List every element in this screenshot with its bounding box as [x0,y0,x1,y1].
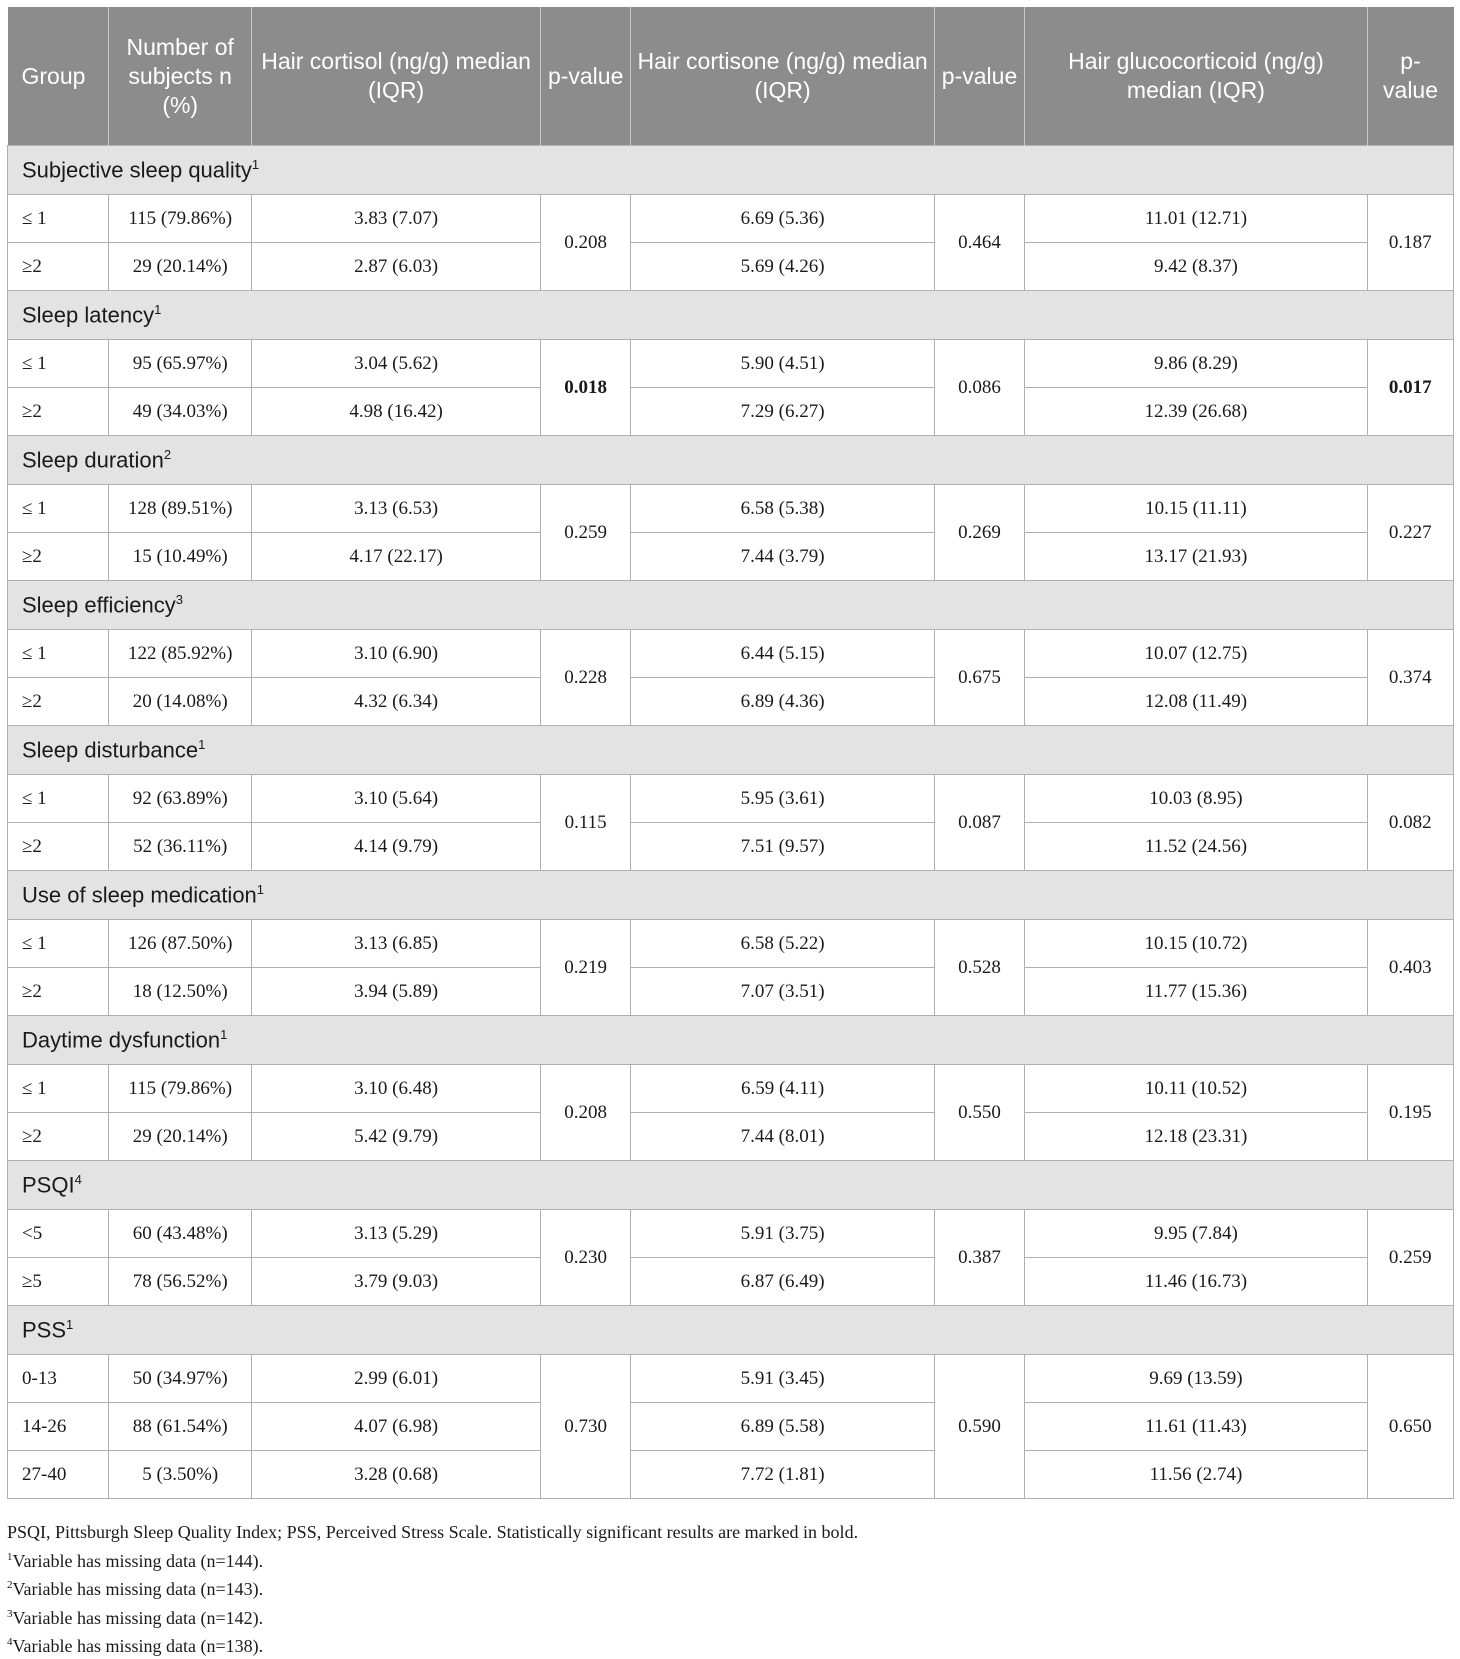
glucocorticoid-cell: 12.08 (11.49) [1025,678,1367,726]
footnote-text: Variable has missing data (n=142). [12,1607,264,1628]
section-header-row [8,726,1454,775]
cortisone-cell: 5.69 (4.26) [631,243,934,291]
group-cell: ≥2 [8,533,109,581]
cortisol-cell: 4.98 (16.42) [252,388,541,436]
section-footnote-mark: 1 [251,156,260,172]
header-row [8,7,1454,146]
glucocorticoid-cell: 9.69 (13.59) [1025,1355,1367,1403]
glucocorticoid-cell: 10.15 (11.11) [1025,485,1367,533]
header-hair-cortisol: Hair cortisol (ng/g) median (IQR) [252,7,541,146]
cortisone-cell: 5.90 (4.51) [631,340,934,388]
footnote-text: Variable has missing data (n=138). [12,1636,264,1656]
section-footnote-mark: 1 [66,1316,74,1332]
p-value-glucocorticoid-cell: 0.017 [1367,340,1453,436]
group-cell: ≤ 1 [8,920,109,968]
subjects-cell: 115 (79.86%) [109,195,252,243]
subjects-cell: 128 (89.51%) [109,485,252,533]
p-value-cortisone-cell: 0.086 [934,340,1025,436]
glucocorticoid-cell: 9.86 (8.29) [1025,340,1367,388]
cortisol-cell: 3.13 (6.85) [252,920,541,968]
section-title-cell [8,1016,1454,1065]
group-cell: ≥2 [8,1113,109,1161]
subjects-cell: 29 (20.14%) [109,243,252,291]
section-title: PSQI [22,1172,75,1198]
cortisol-cell: 2.99 (6.01) [252,1355,541,1403]
header-group: Group [8,7,109,146]
section-header-row [8,291,1454,340]
section-title: Daytime dysfunction [22,1027,221,1053]
section-header-row [8,1016,1454,1065]
cortisol-cell: 3.13 (5.29) [252,1210,541,1258]
group-cell: ≤ 1 [8,485,109,533]
subjects-cell: 115 (79.86%) [109,1065,252,1113]
subjects-cell: 95 (65.97%) [109,340,252,388]
cortisol-cell: 3.13 (6.53) [252,485,541,533]
subjects-cell: 92 (63.89%) [109,775,252,823]
subjects-cell: 78 (56.52%) [109,1258,252,1306]
subjects-cell: 60 (43.48%) [109,1210,252,1258]
subjects-cell: 88 (61.54%) [109,1403,252,1451]
p-value-cortisone-cell: 0.590 [934,1355,1025,1499]
section-title-cell [8,146,1454,195]
table-row [8,1451,1454,1499]
cortisol-cell: 2.87 (6.03) [252,243,541,291]
cortisol-cell: 3.10 (5.64) [252,775,541,823]
section-header-row [8,581,1454,630]
glucocorticoid-cell: 12.39 (26.68) [1025,388,1367,436]
glucocorticoid-cell: 11.61 (11.43) [1025,1403,1367,1451]
p-value-glucocorticoid-cell: 0.374 [1367,630,1453,726]
cortisone-cell: 5.91 (3.45) [631,1355,934,1403]
section-footnote-mark: 1 [198,736,206,752]
footnote-text: Variable has missing data (n=143). [12,1579,264,1599]
cortisol-cell: 4.14 (9.79) [252,823,541,871]
footnote-list [7,1545,1447,1659]
table-row [8,630,1454,678]
table-row [8,195,1454,243]
table-row [8,485,1454,533]
table-row [8,1210,1454,1258]
glucocorticoid-cell: 11.77 (15.36) [1025,968,1367,1016]
p-value-cortisone-cell: 0.387 [934,1210,1025,1306]
header-p-value-cortisol: p-value [540,7,631,146]
cortisone-cell: 6.44 (5.15) [631,630,934,678]
glucocorticoid-cell: 9.42 (8.37) [1025,243,1367,291]
glucocorticoid-cell: 10.15 (10.72) [1025,920,1367,968]
section-title: Sleep duration [22,447,164,473]
subjects-cell: 52 (36.11%) [109,823,252,871]
glucocorticoid-cell: 11.01 (12.71) [1025,195,1367,243]
footnote [7,1545,1447,1574]
section-title-cell [8,726,1454,775]
glucocorticoid-cell: 11.52 (24.56) [1025,823,1367,871]
section-header-row [8,436,1454,485]
section-title-cell [8,291,1454,340]
p-value-cortisone-cell: 0.675 [934,630,1025,726]
cortisone-cell: 6.58 (5.38) [631,485,934,533]
glucocorticoid-cell: 9.95 (7.84) [1025,1210,1367,1258]
section-title-cell [8,436,1454,485]
glucocorticoid-cell: 10.07 (12.75) [1025,630,1367,678]
table-row [8,920,1454,968]
section-title: Sleep efficiency [22,592,176,618]
glucocorticoid-cell: 11.46 (16.73) [1025,1258,1367,1306]
subjects-cell: 18 (12.50%) [109,968,252,1016]
table-footnotes [7,1520,1447,1659]
footnote-mark: 2 [7,1579,13,1591]
group-cell: ≥5 [8,1258,109,1306]
cortisol-cell: 5.42 (9.79) [252,1113,541,1161]
glucocorticoid-cell: 10.11 (10.52) [1025,1065,1367,1113]
group-cell: ≥2 [8,388,109,436]
section-title-cell [8,1161,1454,1210]
p-value-cortisone-cell: 0.087 [934,775,1025,871]
table-row [8,775,1454,823]
p-value-cortisol-cell: 0.018 [540,340,631,436]
table-row [8,388,1454,436]
cortisone-cell: 7.29 (6.27) [631,388,934,436]
p-value-cortisone-cell: 0.464 [934,195,1025,291]
subjects-cell: 5 (3.50%) [109,1451,252,1499]
group-cell: <5 [8,1210,109,1258]
section-title: PSS [22,1317,67,1343]
group-cell: ≤ 1 [8,340,109,388]
section-title: Sleep disturbance [22,737,199,763]
section-header-row [8,871,1454,920]
group-cell: ≥2 [8,968,109,1016]
p-value-cortisone-cell: 0.269 [934,485,1025,581]
cortisol-cell: 3.10 (6.90) [252,630,541,678]
footnote [7,1630,1447,1659]
table-row [8,968,1454,1016]
section-footnote-mark: 1 [154,301,162,317]
section-title-cell [8,1306,1454,1355]
glucocorticoid-cell: 10.03 (8.95) [1025,775,1367,823]
cortisone-cell: 7.72 (1.81) [631,1451,934,1499]
table-row [8,1258,1454,1306]
section-header-row [8,146,1454,195]
subjects-cell: 20 (14.08%) [109,678,252,726]
table-row [8,1355,1454,1403]
cortisone-cell: 5.91 (3.75) [631,1210,934,1258]
cortisol-cell: 3.28 (0.68) [252,1451,541,1499]
p-value-glucocorticoid-cell: 0.082 [1367,775,1453,871]
cortisone-cell: 7.07 (3.51) [631,968,934,1016]
glucocorticoid-cell: 13.17 (21.93) [1025,533,1367,581]
header-number-of-subjects: Number of subjects n (%) [109,7,252,146]
cortisol-cell: 3.79 (9.03) [252,1258,541,1306]
p-value-cortisol-cell: 0.208 [540,1065,631,1161]
p-value-glucocorticoid-cell: 0.187 [1367,195,1453,291]
section-footnote-mark: 1 [220,1026,228,1042]
p-value-cortisol-cell: 0.730 [540,1355,631,1499]
p-value-cortisol-cell: 0.219 [540,920,631,1016]
header-hair-cortisone: Hair cortisone (ng/g) median (IQR) [631,7,934,146]
cortisol-cell: 3.94 (5.89) [252,968,541,1016]
cortisone-cell: 6.58 (5.22) [631,920,934,968]
subjects-cell: 122 (85.92%) [109,630,252,678]
group-cell: 14-26 [8,1403,109,1451]
footnote [7,1573,1447,1602]
section-header-row [8,1161,1454,1210]
cortisol-cell: 3.83 (7.07) [252,195,541,243]
group-cell: ≥2 [8,243,109,291]
p-value-cortisol-cell: 0.115 [540,775,631,871]
section-footnote-mark: 2 [163,446,172,462]
subjects-cell: 50 (34.97%) [109,1355,252,1403]
table-row [8,533,1454,581]
group-cell: ≤ 1 [8,630,109,678]
section-header-row [8,1306,1454,1355]
table-row [8,1403,1454,1451]
cortisone-cell: 5.95 (3.61) [631,775,934,823]
section-title: Use of sleep medication [22,882,257,908]
p-value-cortisol-cell: 0.230 [540,1210,631,1306]
abbreviations-note: PSQI, Pittsburgh Sleep Quality Index; PSS, Perceived Stress Scale. Statistically significant results are marked in bold. [7,1522,859,1542]
table-row [8,678,1454,726]
group-cell: 0-13 [8,1355,109,1403]
subjects-cell: 29 (20.14%) [109,1113,252,1161]
cortisone-cell: 6.89 (5.58) [631,1403,934,1451]
p-value-cortisone-cell: 0.550 [934,1065,1025,1161]
table-row [8,340,1454,388]
table-row [8,1065,1454,1113]
header-p-value-cortisone: p-value [934,7,1025,146]
p-value-cortisone-cell: 0.528 [934,920,1025,1016]
cortisol-cell: 4.17 (22.17) [252,533,541,581]
group-cell: ≤ 1 [8,1065,109,1113]
p-value-cortisol-cell: 0.259 [540,485,631,581]
section-footnote-mark: 3 [175,591,183,607]
footnote-mark: 4 [7,1636,13,1648]
footnote-mark: 1 [7,1550,13,1563]
cortisol-cell: 3.10 (6.48) [252,1065,541,1113]
hair-glucocorticoid-sleep-table [7,7,1454,1499]
footnote-mark: 3 [7,1607,13,1620]
glucocorticoid-cell: 11.56 (2.74) [1025,1451,1367,1499]
section-title-cell [8,581,1454,630]
table-row [8,1113,1454,1161]
table-row [8,243,1454,291]
cortisol-cell: 3.04 (5.62) [252,340,541,388]
cortisone-cell: 7.44 (3.79) [631,533,934,581]
section-title: Sleep latency [22,302,155,328]
group-cell: ≤ 1 [8,775,109,823]
cortisone-cell: 6.89 (4.36) [631,678,934,726]
header-hair-glucocorticoid: Hair glucocorticoid (ng/g) median (IQR) [1025,7,1367,146]
cortisol-cell: 4.07 (6.98) [252,1403,541,1451]
table-body [8,146,1454,1499]
group-cell: ≥2 [8,678,109,726]
p-value-cortisol-cell: 0.228 [540,630,631,726]
group-cell: 27-40 [8,1451,109,1499]
table-row [8,823,1454,871]
p-value-glucocorticoid-cell: 0.195 [1367,1065,1453,1161]
p-value-glucocorticoid-cell: 0.403 [1367,920,1453,1016]
p-value-glucocorticoid-cell: 0.259 [1367,1210,1453,1306]
subjects-cell: 15 (10.49%) [109,533,252,581]
section-title-cell [8,871,1454,920]
footnote [7,1602,1447,1631]
subjects-cell: 126 (87.50%) [109,920,252,968]
cortisol-cell: 4.32 (6.34) [252,678,541,726]
cortisone-cell: 6.69 (5.36) [631,195,934,243]
footnote-text: Variable has missing data (n=144). [12,1550,264,1571]
section-footnote-mark: 4 [74,1171,82,1187]
cortisone-cell: 7.51 (9.57) [631,823,934,871]
cortisone-cell: 7.44 (8.01) [631,1113,934,1161]
p-value-glucocorticoid-cell: 0.227 [1367,485,1453,581]
p-value-cortisol-cell: 0.208 [540,195,631,291]
cortisone-cell: 6.59 (4.11) [631,1065,934,1113]
header-p-value-glucocorticoid: p-value [1367,7,1453,146]
section-title: Subjective sleep quality [22,157,252,183]
p-value-glucocorticoid-cell: 0.650 [1367,1355,1453,1499]
group-cell: ≤ 1 [8,195,109,243]
glucocorticoid-cell: 12.18 (23.31) [1025,1113,1367,1161]
section-footnote-mark: 1 [256,881,265,897]
table-header [8,7,1454,146]
cortisone-cell: 6.87 (6.49) [631,1258,934,1306]
group-cell: ≥2 [8,823,109,871]
subjects-cell: 49 (34.03%) [109,388,252,436]
